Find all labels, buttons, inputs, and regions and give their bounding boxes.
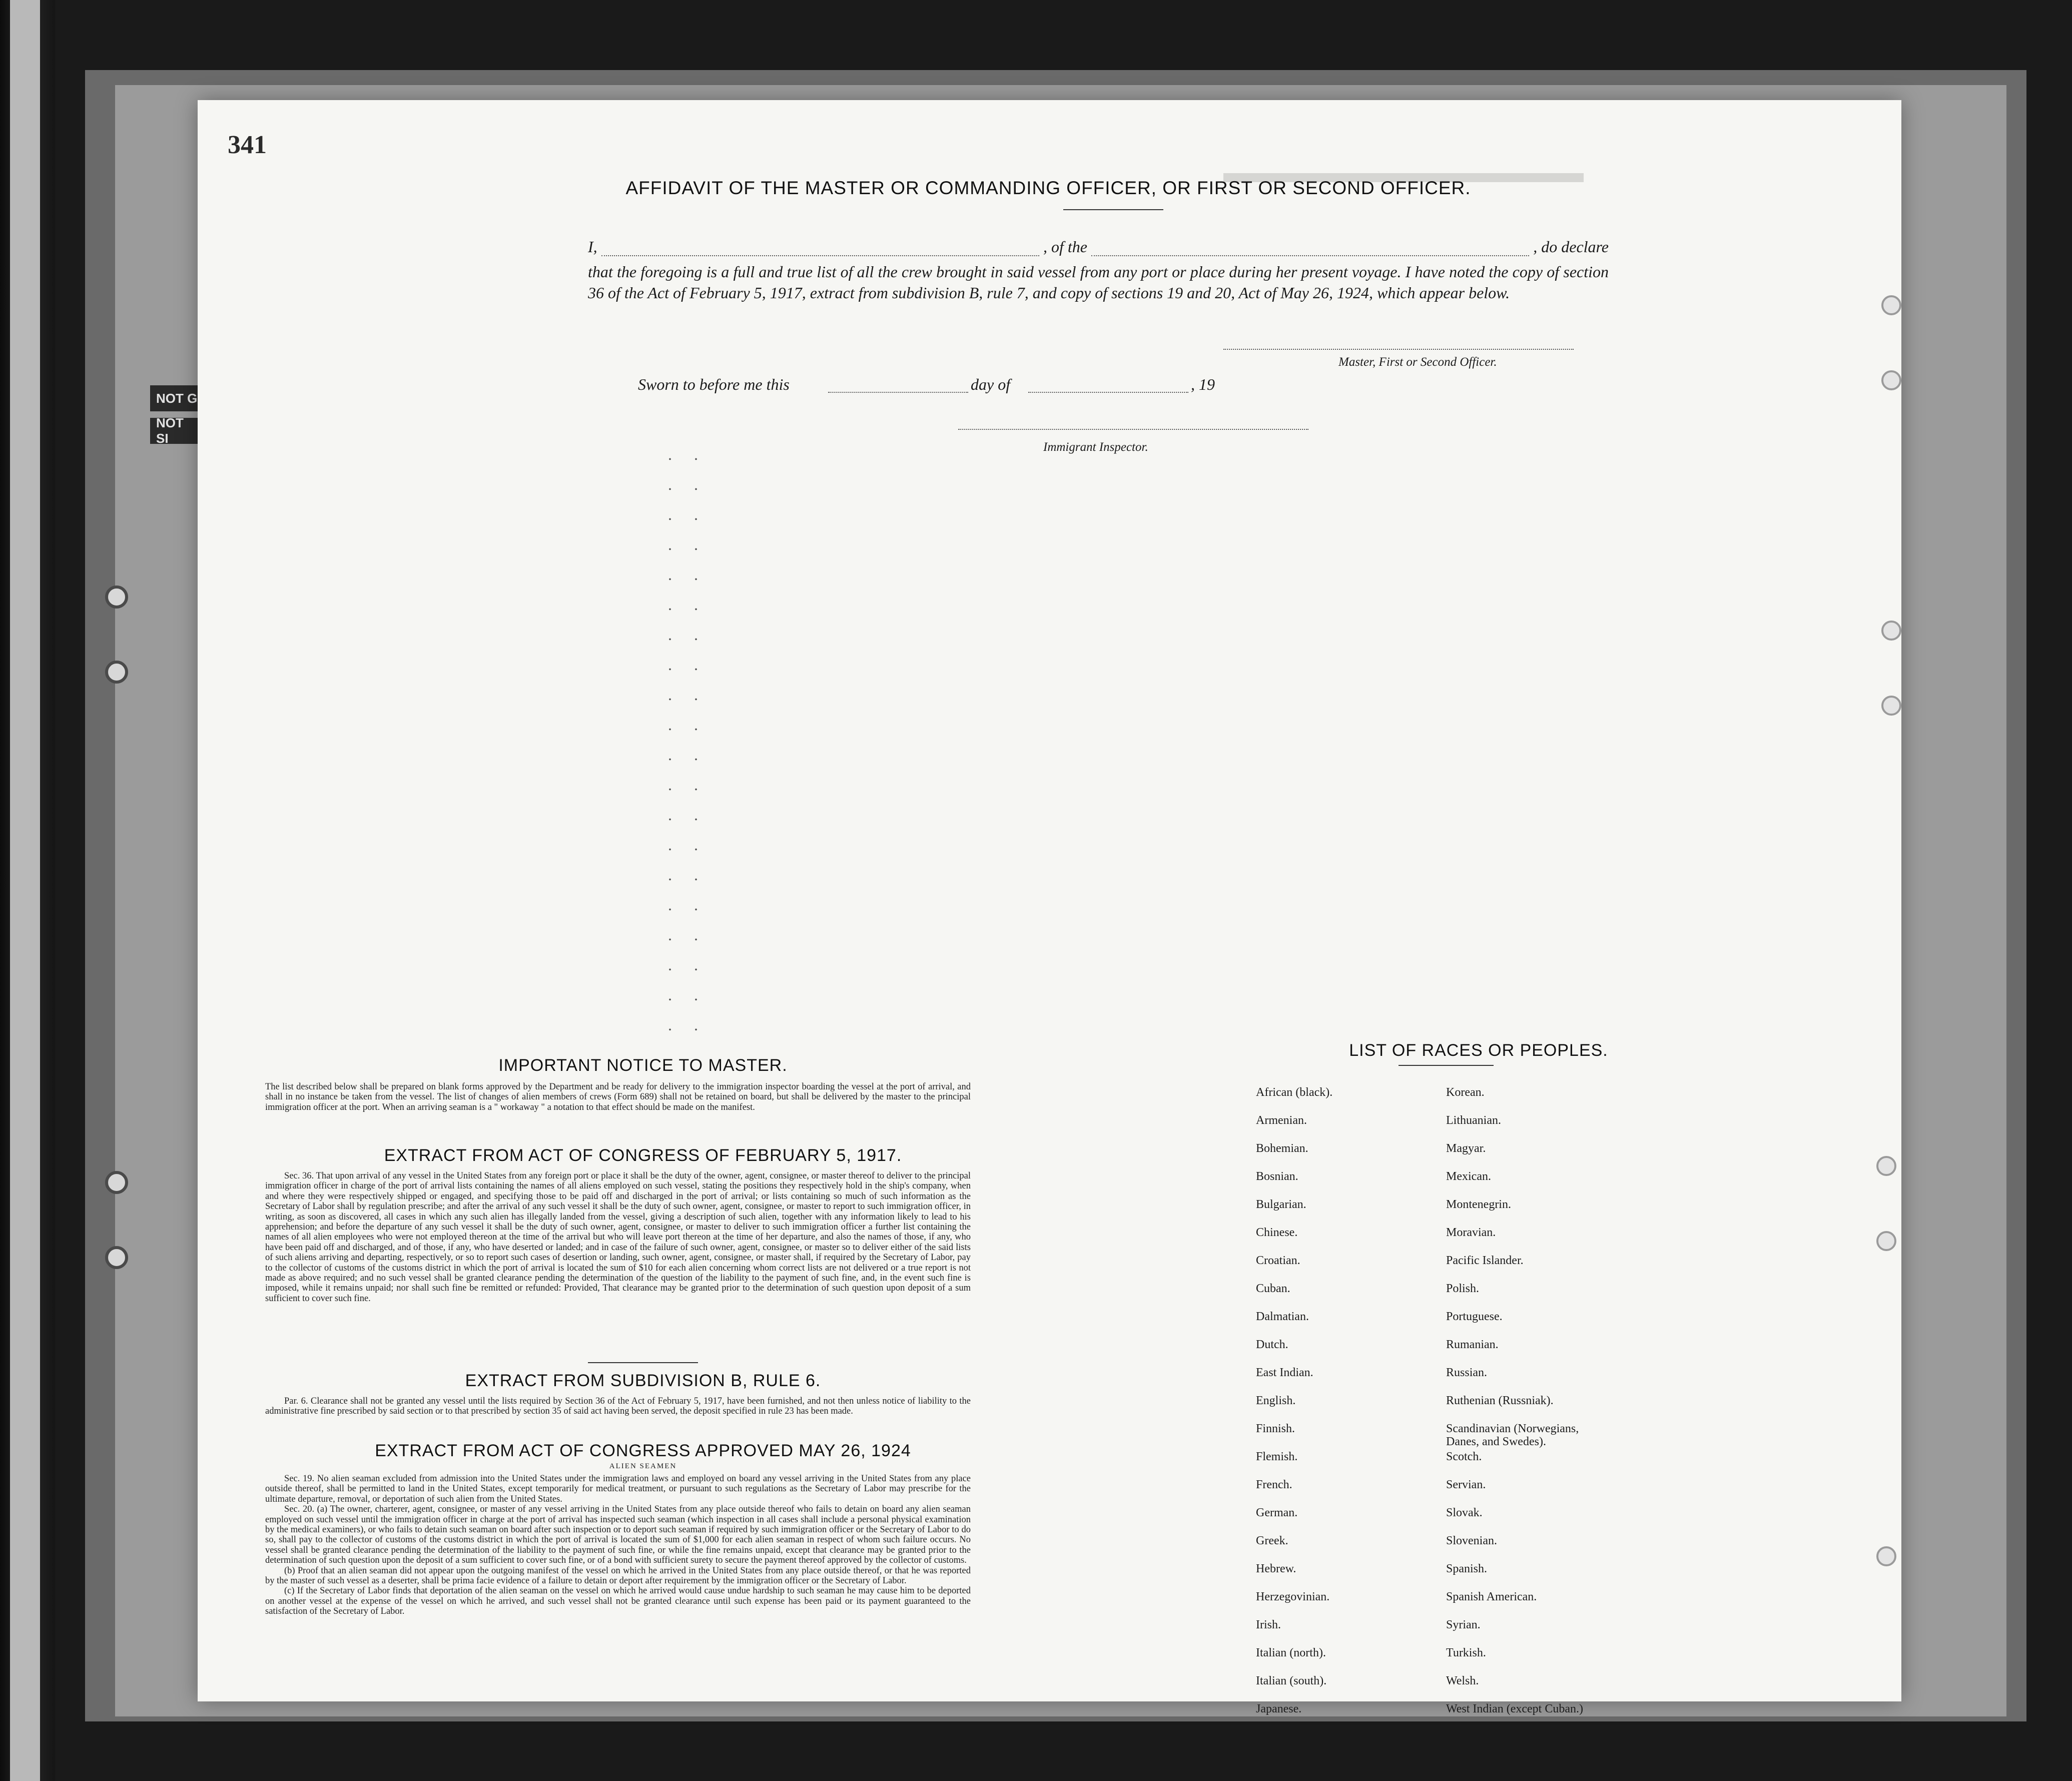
sec-20b-paragraph: (b) Proof that an alien seaman did not appear upon the outgoing manifest of the vessel on which he arrived in the United States from any place outside thereof, or that he was reported by the master of such vessel as a deserter, shall be prima facie evidence of a failure to detain or deport after requirement by the immigration officer or the Secretary of Labor. bbox=[265, 1565, 971, 1586]
row-dots: . . bbox=[668, 626, 707, 644]
inspector-signature-line[interactable] bbox=[958, 428, 1308, 430]
race-item: Russian. bbox=[1446, 1366, 1488, 1379]
race-item: Portuguese. bbox=[1446, 1310, 1503, 1323]
affidavit-declaration-line bbox=[588, 238, 1609, 256]
sworn-line bbox=[638, 375, 790, 394]
race-item: Greek. bbox=[1256, 1534, 1288, 1547]
race-item: Spanish American. bbox=[1446, 1590, 1537, 1603]
punch-hole bbox=[1876, 1231, 1896, 1251]
race-item: Bosnian. bbox=[1256, 1170, 1298, 1183]
race-item: African (black). bbox=[1256, 1086, 1333, 1099]
inspector-label: Immigrant Inspector. bbox=[1043, 440, 1148, 454]
race-item: Chinese. bbox=[1256, 1226, 1298, 1239]
race-item: West Indian (except Cuban.) bbox=[1446, 1702, 1583, 1715]
row-dots: . . bbox=[668, 836, 707, 854]
race-item: Korean. bbox=[1446, 1086, 1485, 1099]
binder-paper-edge bbox=[10, 0, 40, 1781]
sworn-year: , 19 bbox=[1191, 375, 1215, 393]
race-item: East Indian. bbox=[1256, 1366, 1313, 1379]
race-item: Armenian. bbox=[1256, 1114, 1307, 1127]
binder-ring bbox=[105, 585, 128, 609]
extract-rule6-title: EXTRACT FROM SUBDIVISION B, RULE 6. bbox=[465, 1371, 821, 1390]
race-item: Welsh. bbox=[1446, 1674, 1479, 1687]
day-blank[interactable] bbox=[828, 378, 968, 393]
race-item: Pacific Islander. bbox=[1446, 1254, 1524, 1267]
punch-hole bbox=[1876, 1156, 1896, 1176]
title-rule bbox=[1063, 209, 1163, 210]
section-rule bbox=[588, 1362, 698, 1363]
extract-rule6-paragraph: Par. 6. Clearance shall not be granted any vessel until the lists required by Section 36 of the Act of February 5, 1917, have been furnished, and not then unless notice of liability to the administrative fine prescribed by said section or to that prescribed by section 35 of said act having been served, the deposit specified in rule 23 has been made. bbox=[265, 1396, 971, 1417]
page-number: 341 bbox=[228, 131, 267, 159]
binder-ring bbox=[105, 1171, 128, 1194]
punch-hole bbox=[1881, 295, 1901, 315]
extract-rule6-text bbox=[265, 1396, 971, 1417]
notice-text: The list described below shall be prepared on blank forms approved by the Department and be ready for delivery to the immigration inspector boarding the vessel at the port of arrival, and shall in no instance be taken from the vessel. The list of changes of alien members of crews (Form 689) shall not be retained on board, but shall be delivered by the master to the principal immigration officer at the port. When an arriving seaman is a " workaway " a notation to that effect should be made on the manifest. bbox=[265, 1082, 971, 1112]
race-item: Flemish. bbox=[1256, 1450, 1298, 1463]
manifest-page bbox=[198, 100, 1901, 1715]
race-item: Finnish. bbox=[1256, 1422, 1295, 1435]
punch-hole bbox=[1876, 1546, 1896, 1566]
row-dots: . . bbox=[668, 596, 707, 614]
row-dots: . . bbox=[668, 926, 707, 944]
race-item: Japanese. bbox=[1256, 1702, 1302, 1715]
race-item: Croatian. bbox=[1256, 1254, 1300, 1267]
alien-seamen-subtitle: ALIEN SEAMEN bbox=[609, 1462, 677, 1470]
row-dots: . . bbox=[668, 505, 707, 523]
row-dots: . . bbox=[668, 565, 707, 583]
extract-1924-title: EXTRACT FROM ACT OF CONGRESS APPROVED MAY 26, 1924 bbox=[375, 1441, 911, 1460]
binder-tab: NOT SI bbox=[150, 418, 198, 444]
extract-1917-paragraph: Sec. 36. That upon arrival of any vessel in the United States from any foreign port or place it shall be the duty of the owner, agent, consignee, or master thereof to deliver to the principal immigration officer in charge of the port of arrival lists containing the names of all aliens employed on such vessel, stating the positions they respectively hold in the ship's company, when and where they were respectively shipped or engaged, and specifying those to be paid off and discharged in the port of arrival; or lists containing so much of such information as the Secretary of Labor shall by regulation prescribe; and after the arrival of any such vessel it shall be the duty of such owner, agent, consignee, or master to report to such immigration officer, in writing, as soon as discovered, all cases in which any such alien has illegally landed from the vessel, giving a description of such alien, together with any information likely to lead to his apprehension; and before the departure of any such vessel it shall be the duty of such owner, agent, consignee, or master to deliver to such immigration officer a further list containing the names of all alien employees who were not employed thereon at the time of the arrival but who will leave port thereon at the time of her departure, and also the names of those, if any, who have been paid off and discharged, and of those, if any, who have deserted or landed; and in case of the failure of such owner, agent, consignee, or master so to deliver either of the said lists of such aliens arriving and departing, respectively, or so to report such cases of desertion or landing, such owner, agent, consignee, or master shall, if required by the Secretary of Labor, pay to the collector of customs of the customs district in which the port of arrival is located the sum of $10 for each alien concerning whom correct lists are not delivered or a true report is not made as above required; and no such vessel shall be granted clearance pending the determination of the question of the liability to the payment of such fine, and, in the event such fine is imposed, while it remains unpaid; nor shall such fine be remitted or refunded: Provided, That clearance may be granted prior to the determination of such question upon deposit of a sum sufficient to cover such fine. bbox=[265, 1171, 971, 1304]
binder-tab: NOT G bbox=[150, 385, 198, 411]
race-item: Syrian. bbox=[1446, 1618, 1481, 1631]
sworn-day-of: day of bbox=[971, 375, 1011, 393]
row-dots: . . bbox=[668, 956, 707, 974]
row-dots: . . bbox=[668, 686, 707, 704]
race-item: Dalmatian. bbox=[1256, 1310, 1309, 1323]
row-dots: . . bbox=[668, 776, 707, 794]
declare-end: , do declare bbox=[1533, 238, 1609, 256]
race-item: Hebrew. bbox=[1256, 1562, 1296, 1575]
race-item: Slovenian. bbox=[1446, 1534, 1497, 1547]
binder-ring bbox=[105, 661, 128, 684]
race-item: Irish. bbox=[1256, 1618, 1281, 1631]
row-dots: . . bbox=[668, 866, 707, 884]
vessel-blank[interactable] bbox=[1091, 242, 1529, 256]
notice-title: IMPORTANT NOTICE TO MASTER. bbox=[498, 1056, 788, 1075]
race-item: Scotch. bbox=[1446, 1450, 1482, 1463]
race-item: Herzegovinian. bbox=[1256, 1590, 1330, 1603]
binder-ring bbox=[105, 1246, 128, 1269]
punch-hole bbox=[1881, 621, 1901, 641]
race-item: Slovak. bbox=[1446, 1506, 1483, 1519]
race-item: Dutch. bbox=[1256, 1338, 1288, 1351]
race-item: Moravian. bbox=[1446, 1226, 1496, 1239]
month-blank[interactable] bbox=[1028, 378, 1188, 393]
extract-1917-text bbox=[265, 1171, 971, 1304]
sec-20a-paragraph: Sec. 20. (a) The owner, charterer, agent, consignee, or master of any vessel arriving in the United States from any place outside thereof who fails to detain on board any alien seaman employed on such vessel until the immigration officer in charge at the port of arrival has inspected such seaman (which inspection in all cases shall include a personal physical examination by the medical examiners), or who fails to detain such seaman on board after such inspection or to deport such seaman if required by such immigration officer or the Secretary of Labor to do so, shall pay to the collector of customs of the customs district in which the port of arrival is located the sum of $1,000 for each alien seaman in respect of whom such failure occurs. No vessel shall be granted clearance pending the determination of the liability to the payment of such fine, or while the fine remains unpaid, except that clearance may be granted prior to the determination of such question upon the deposit of a sum sufficient to cover such fine, or of a bond with sufficient surety to secure the payment thereof approved by the collector of customs. bbox=[265, 1504, 971, 1566]
declare-i: I, bbox=[588, 238, 597, 256]
race-item: Rumanian. bbox=[1446, 1338, 1499, 1351]
race-item: Bulgarian. bbox=[1256, 1198, 1306, 1211]
races-title: LIST OF RACES OR PEOPLES. bbox=[1349, 1041, 1608, 1060]
race-item: Turkish. bbox=[1446, 1646, 1486, 1659]
race-item: Montenegrin. bbox=[1446, 1198, 1511, 1211]
punch-hole bbox=[1881, 370, 1901, 390]
row-dots: . . bbox=[668, 445, 707, 463]
race-item: Italian (south). bbox=[1256, 1674, 1327, 1687]
row-dots: . . bbox=[668, 716, 707, 734]
row-dots: . . bbox=[668, 535, 707, 553]
row-dots: . . bbox=[668, 475, 707, 493]
race-item: Magyar. bbox=[1446, 1142, 1486, 1155]
sec-20c-paragraph: (c) If the Secretary of Labor finds that deportation of the alien seaman on the vessel on which he arrived would cause undue hardship to such seaman he may cause him to be deported on another vessel at the expense of the vessel on which he arrived, and such vessel shall not be granted clearance until such expense has been paid or its payment guaranteed to the satisfaction of the Secretary of Labor. bbox=[265, 1586, 971, 1617]
declare-of-the: , of the bbox=[1043, 238, 1087, 256]
affidavit-title: AFFIDAVIT OF THE MASTER OR COMMANDING OFFICER, OR FIRST OR SECOND OFFICER. bbox=[625, 178, 1471, 198]
race-item: Mexican. bbox=[1446, 1170, 1491, 1183]
race-item: Cuban. bbox=[1256, 1282, 1290, 1295]
sworn-prefix: Sworn to before me this bbox=[638, 375, 790, 393]
signature-label: Master, First or Second Officer. bbox=[1338, 355, 1497, 369]
row-dots: . . bbox=[668, 896, 707, 914]
race-item: Italian (north). bbox=[1256, 1646, 1326, 1659]
row-dots: . . bbox=[668, 806, 707, 824]
name-blank[interactable] bbox=[601, 242, 1039, 256]
punch-hole bbox=[1881, 696, 1901, 716]
affidavit-text: that the foregoing is a full and true list of all the crew brought in said vessel from any port or place during her present voyage. I have noted the copy of section 36 of the Act of February 5, 1917, extract from subdivision B, rule 7, and copy of sections 19 and 20, Act of May 26, 1924, which appear below. bbox=[588, 263, 1609, 302]
row-dots: . . bbox=[668, 986, 707, 1004]
race-item: Polish. bbox=[1446, 1282, 1480, 1295]
bleed-through-text: ▬▬▬▬▬▬▬▬▬▬▬▬ bbox=[1223, 156, 1584, 189]
sec-19-paragraph: Sec. 19. No alien seaman excluded from admission into the United States under the immigration laws and employed on board any vessel arriving in the United States from any place outside thereof, shall be permitted to land in the United States, except temporarily for medical treatment, or pursuant to such regulations as the Secretary of Labor may prescribe for the ultimate departure, removal, or deportation of such alien from the United States. bbox=[265, 1474, 971, 1504]
race-item: Scandinavian (Norwegians, Danes, and Swedes). bbox=[1446, 1422, 1579, 1448]
race-item: Spanish. bbox=[1446, 1562, 1488, 1575]
race-item: Ruthenian (Russniak). bbox=[1446, 1394, 1554, 1407]
race-item: Servian. bbox=[1446, 1478, 1486, 1491]
race-item: Lithuanian. bbox=[1446, 1114, 1501, 1127]
row-dots: . . bbox=[668, 656, 707, 674]
races-title-rule bbox=[1399, 1065, 1494, 1066]
extract-1924-text bbox=[265, 1474, 971, 1617]
race-item: French. bbox=[1256, 1478, 1292, 1491]
race-item: German. bbox=[1256, 1506, 1298, 1519]
row-dots: . . bbox=[668, 1016, 707, 1034]
race-item: Bohemian. bbox=[1256, 1142, 1308, 1155]
race-item: English. bbox=[1256, 1394, 1296, 1407]
extract-1917-title: EXTRACT FROM ACT OF CONGRESS OF FEBRUARY 5, 1917. bbox=[384, 1146, 902, 1165]
row-dots: . . bbox=[668, 746, 707, 764]
signature-line[interactable] bbox=[1223, 349, 1574, 350]
